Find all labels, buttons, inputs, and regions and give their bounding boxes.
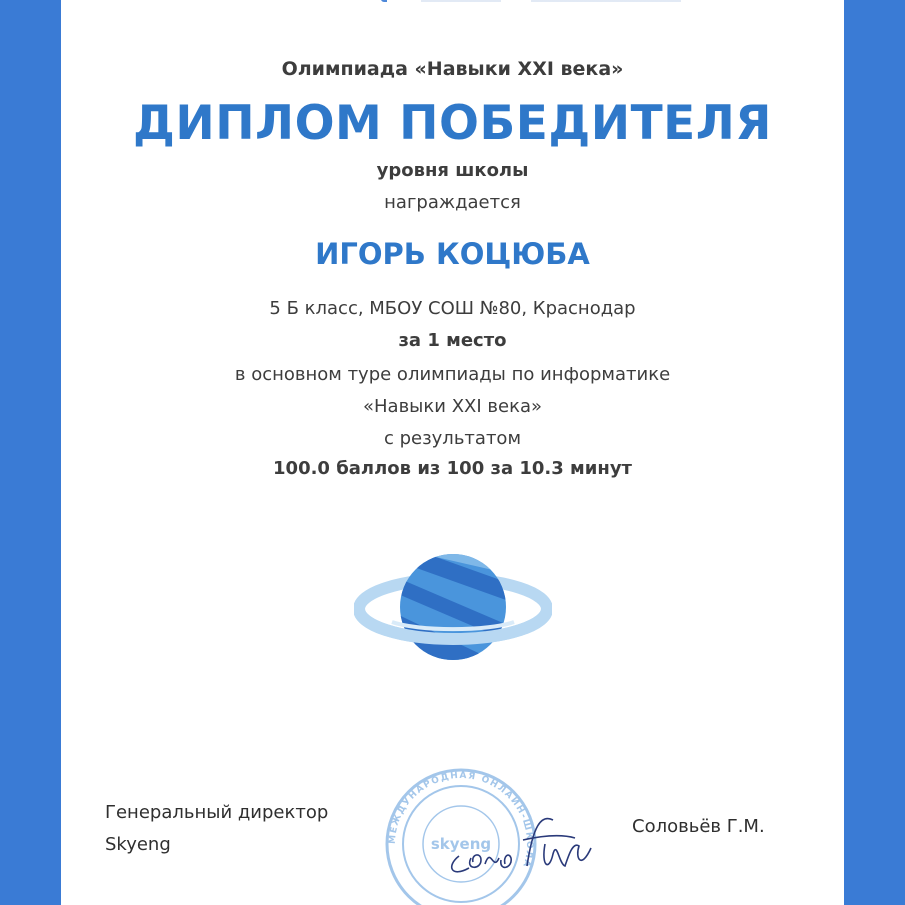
diploma-title: ДИПЛОМ ПОБЕДИТЕЛЯ	[133, 96, 772, 151]
stamp-center-text: skyeng	[430, 835, 492, 853]
diploma-sheet	[61, 0, 844, 905]
result-line: 100.0 баллов из 100 за 10.3 минут	[273, 458, 632, 479]
olympiad-name-line: «Навыки XXI века»	[363, 396, 542, 417]
director-position	[105, 797, 328, 861]
result-prefix-line: с результатом	[383, 428, 522, 449]
awarded-label: награждается	[384, 192, 521, 213]
recipient-name: ИГОРЬ КОЦЮБА	[315, 237, 590, 271]
stamp-ring-text: МЕЖДУНАРОДНАЯ ОНЛАЙН-ШКОЛА	[387, 770, 535, 870]
director-title: Генеральный директор	[105, 802, 329, 823]
signer-name: Соловьёв Г.М.	[632, 816, 765, 837]
top-logo-fragment	[381, 0, 741, 2]
planet-icon	[354, 552, 552, 672]
company-name: Skyeng	[105, 834, 171, 855]
olympiad-title: Олимпиада «Навыки XXI века»	[281, 58, 624, 80]
place-line: за 1 место	[398, 330, 507, 351]
round-line: в основном туре олимпиады по информатике	[234, 364, 671, 385]
diploma-level: уровня школы	[376, 160, 529, 181]
handwritten-signature	[441, 806, 601, 884]
school-line: 5 Б класс, МБОУ СОШ №80, Краснодар	[269, 298, 636, 319]
